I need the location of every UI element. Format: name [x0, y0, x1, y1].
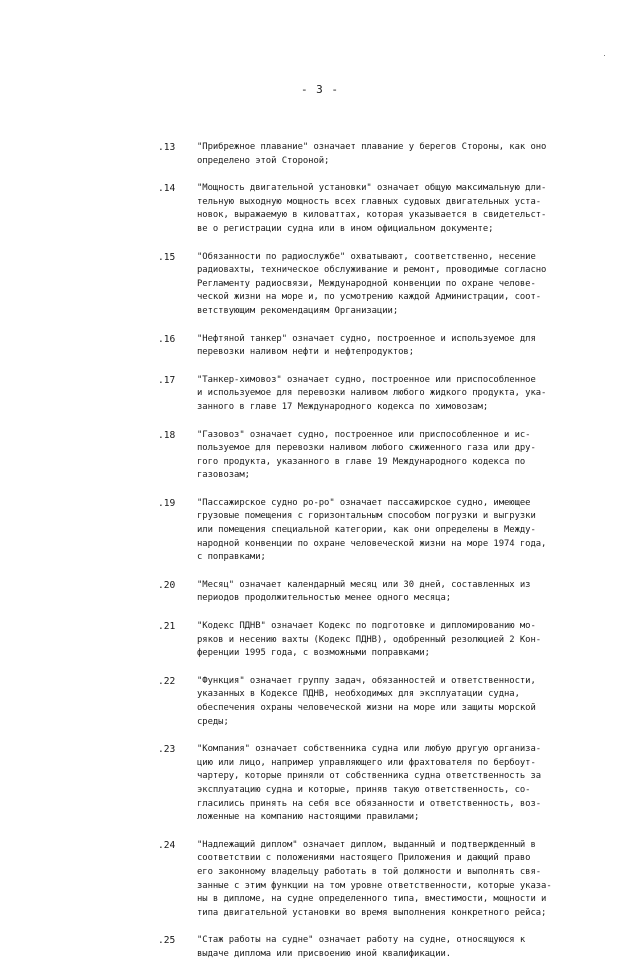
definition-line: ференции 1995 года, с возможными поправками; — [197, 648, 430, 659]
definition-text — [197, 839, 585, 921]
definition-line: "Танкер-химовоз" означает судно, построенное или приспособленное — [197, 374, 536, 385]
definition-text — [197, 497, 585, 565]
definition-line: чартеру, которые приняли от собственника судна ответственность за — [197, 771, 542, 782]
definition-line: пользуемое для перевозки наливом любого сжиженного газа или дру- — [197, 443, 536, 454]
definition-line: ны в дипломе, на судне определенного типа, вместимости, мощности и — [197, 894, 547, 905]
definition-item — [0, 497, 640, 565]
definition-text — [197, 620, 585, 661]
definition-line: занные с этим функции на том уровне ответственности, которые указа- — [197, 880, 552, 891]
definition-item — [0, 333, 640, 360]
definition-line: периодов продолжительностью менее одного месяца; — [197, 593, 452, 604]
definition-line: грузовые помещения с горизонтальным способом погрузки и выгрузки — [197, 511, 536, 522]
definition-line: выдаче диплома или присвоению иной квалификации. — [197, 948, 452, 959]
definition-text — [197, 333, 585, 360]
definition-number: .16 — [158, 333, 176, 345]
definition-item — [0, 429, 640, 483]
definition-line: его законному владельцу работать в той должности и выполнять свя- — [197, 866, 542, 877]
definition-text — [197, 429, 585, 483]
definition-line: и используемое для перевозки наливом любого жидкого продукта, ука- — [197, 388, 547, 399]
definition-line: ческой жизни на море и, по усмотрению каждой Администрации, соот- — [197, 292, 542, 303]
definition-line: "Стаж работы на судне" означает работу на судне, относящуюся к — [197, 935, 526, 946]
definition-line: ложенные на компанию настоящими правилами; — [197, 812, 420, 823]
definition-item — [0, 374, 640, 415]
definition-line: "Надлежащий диплом" означает диплом, выданный и подтвержденный в — [197, 839, 536, 850]
definition-line: гласились принять на себя все обязанности и ответственность, воз- — [197, 798, 542, 809]
definition-text — [197, 251, 585, 319]
definition-line: типа двигательной установки во время выполнения конкретного рейса; — [197, 907, 547, 918]
definition-line: перевозки наливом нефти и нефтепродуктов; — [197, 347, 415, 358]
definition-number: .25 — [158, 935, 176, 947]
definition-item — [0, 182, 640, 236]
definition-text — [197, 934, 585, 961]
definition-line: ве о регистрации судна или в ином официальном документе; — [197, 223, 494, 234]
definition-line: "Обязанности по радиослужбе" охватывают, соответственно, несение — [197, 251, 536, 262]
definition-line: определено этой Стороной; — [197, 155, 330, 166]
definition-item — [0, 141, 640, 168]
definition-line: среды; — [197, 716, 229, 727]
definition-line: народной конвенции по охране человеческой жизни на море 1974 года, — [197, 538, 547, 549]
definition-number: .13 — [158, 142, 176, 153]
definition-line: новок, выражаемую в киловаттах, которая указывается в свидетельст- — [197, 210, 547, 221]
definition-line: с поправками; — [197, 552, 266, 563]
definition-item — [0, 743, 640, 825]
page-number: - 3 - — [300, 83, 340, 96]
definition-item — [0, 839, 640, 921]
definition-text — [197, 743, 585, 825]
definition-line: указанных в Кодексе ПДНВ, необходимых для эксплуатации судна, — [197, 689, 520, 700]
definition-line: цию или лицо, например управляющего или фрахтователя по бербоут- — [197, 757, 536, 768]
definition-line: эксплуатацию судна и которые, приняв такую ответственность, со- — [197, 784, 531, 795]
definition-line: "Нефтяной танкер" означает судно, построенное и используемое для — [197, 333, 536, 344]
definition-number: .19 — [158, 497, 176, 509]
definition-item — [0, 620, 640, 661]
definition-text — [197, 182, 585, 236]
definition-item — [0, 579, 640, 606]
definition-line: "Прибрежное плавание" означает плавание у берегов Стороны, как оно — [197, 142, 547, 152]
definition-line: ряков и несению вахты (Кодекс ПДНВ), одобренный резолюцией 2 Кон- — [197, 634, 542, 645]
definition-line: тельную выходную мощность всех главных судовых двигательных уста- — [197, 196, 542, 207]
definition-number: .24 — [158, 839, 176, 851]
definition-number: .17 — [158, 374, 176, 386]
definition-line: газовозам; — [197, 470, 250, 481]
definition-line: "Пассажирское судно ро-ро" означает пассажирское судно, имеющее — [197, 497, 531, 508]
definition-number: .22 — [158, 675, 176, 687]
definition-number: .21 — [158, 621, 176, 633]
definition-line: ветствующим рекомендациям Организации; — [197, 305, 399, 316]
definition-line: гого продукта, указанного в главе 19 Международного кодекса по — [197, 456, 526, 467]
definition-line: или помещения специальной категории, как они определены в Между- — [197, 525, 536, 536]
definition-line: "Газовоз" означает судно, построенное или приспособленное и ис- — [197, 429, 531, 440]
definition-item — [0, 251, 640, 319]
definition-number: .23 — [158, 744, 176, 756]
definition-number: .15 — [158, 251, 176, 263]
definition-line: "Функция" означает группу задач, обязанностей и ответственности, — [197, 675, 536, 686]
definition-text — [197, 579, 585, 606]
definition-line: "Кодекс ПДНВ" означает Кодекс по подготовке и дипломированию мо- — [197, 621, 536, 632]
definition-line: радиовахты, техническое обслуживание и ремонт, проводимые согласно — [197, 265, 547, 276]
definition-text — [197, 374, 585, 415]
definition-line: соответствии с положениями настоящего Приложения и дающий право — [197, 853, 531, 864]
definition-text — [197, 675, 585, 729]
definitions-list — [0, 141, 640, 976]
definition-line: "Мощность двигательной установки" означает общую максимальную дли- — [197, 183, 547, 194]
definition-line: занного в главе 17 Международного кодекса по химовозам; — [197, 401, 489, 412]
definition-line: "Компания" означает собственника судна или любую другую организа- — [197, 744, 542, 755]
definition-number: .14 — [158, 183, 176, 195]
definition-line: Регламенту радиосвязи, Международной конвенции по охране челове- — [197, 278, 536, 289]
definition-line: "Месяц" означает календарный месяц или 30 дней, составленных из — [197, 579, 531, 590]
definition-item — [0, 934, 640, 961]
definition-text — [197, 141, 585, 168]
definition-line: обеспечения охраны человеческой жизни на море или защиты морской — [197, 703, 536, 713]
definition-item — [0, 675, 640, 729]
definition-number: .18 — [158, 429, 176, 441]
definition-number: .20 — [158, 579, 176, 591]
scan-speck — [604, 55, 605, 56]
